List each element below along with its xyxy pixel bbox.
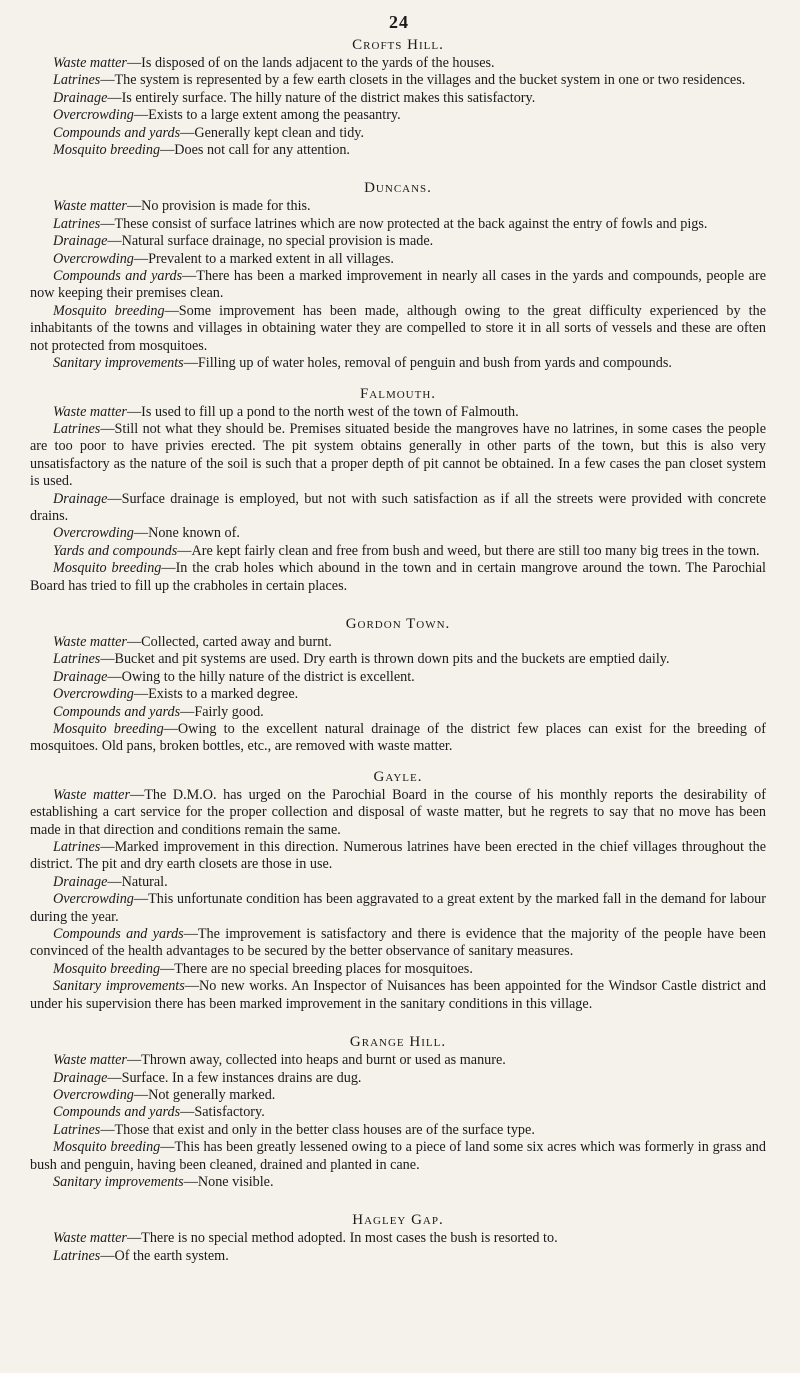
section-spacer (30, 756, 766, 768)
entry-label: Mosquito breeding (53, 721, 164, 737)
entry-paragraph (30, 704, 766, 721)
section-heading: Hagley Gap. (352, 1212, 444, 1229)
section-heading: Gayle. (373, 768, 423, 785)
entry-text: —Generally kept clean and tidy. (180, 124, 365, 141)
entry-label: Waste matter (53, 1230, 127, 1247)
entry-label: Yards and compounds (53, 542, 178, 559)
entry-text: —Those that exist and only in the better class houses are of the surface type. (100, 1121, 535, 1138)
section (30, 615, 766, 756)
entry-text: —None known of. (133, 525, 240, 542)
section (30, 768, 766, 1013)
entry-paragraph (30, 216, 766, 233)
entry-text: —Filling up of water holes, removal of penguin and bush from yards and compounds. (183, 355, 672, 372)
entry-paragraph (30, 72, 766, 89)
entry-paragraph (30, 404, 766, 421)
entry-paragraph (30, 926, 766, 961)
entry-label: Latrines (53, 420, 101, 437)
entry-text: —These consist of surface latrines which are now protected at the back against the entry of fowls and pigs. (100, 215, 708, 232)
entry-paragraph (30, 1174, 766, 1191)
entry-label: Sanitary improvements (53, 978, 185, 995)
section-spacer (30, 159, 766, 179)
entry-paragraph (30, 251, 766, 268)
entry-label: Drainage (53, 668, 108, 685)
entry-label: Waste matter (53, 403, 127, 420)
entry-label: Overcrowding (53, 891, 134, 908)
entry-text: —None visible. (183, 1173, 274, 1190)
entry-paragraph (30, 125, 766, 142)
entry-text: —The system is represented by a few earth closets in the villages and the bucket system in one or two residences. (100, 72, 746, 89)
entry-text: —Exists to a marked degree. (133, 686, 299, 703)
entry-paragraph (30, 303, 766, 355)
entry-text: —Exists to a large extent among the peasantry. (133, 107, 401, 124)
section-heading: Duncans. (364, 180, 432, 197)
entry-paragraph (30, 874, 766, 891)
section-heading: Gordon Town. (345, 615, 451, 632)
section-spacer (30, 373, 766, 385)
entry-paragraph (30, 1052, 766, 1069)
entry-label: Mosquito breeding (53, 142, 161, 159)
entry-paragraph (30, 721, 766, 756)
entry-text: —Are kept fairly clean and free from bush and weed, but there are still too many big trees in the town. (177, 542, 760, 559)
entry-label: Compounds and yards (53, 1104, 181, 1121)
entry-label: Mosquito breeding (53, 1139, 161, 1156)
entry-label: Overcrowding (53, 250, 134, 267)
entry-paragraph (30, 268, 766, 303)
entry-label: Latrines (53, 1247, 101, 1264)
entry-text: —Not generally marked. (133, 1086, 276, 1103)
entry-paragraph (30, 1122, 766, 1139)
section-heading: Crofts Hill. (352, 37, 444, 53)
entry-paragraph (30, 634, 766, 651)
entry-text: —Fairly good. (180, 703, 264, 720)
entry-paragraph (30, 1104, 766, 1121)
section-heading: Falmouth. (359, 385, 437, 402)
entry-text: —Is entirely surface. The hilly nature of the district makes this satisfactory. (107, 89, 536, 106)
entry-text: —Surface drainage is employed, but not with such satisfaction as if all the streets were provided with concrete drains. (30, 490, 766, 524)
entry-text: —The D.M.O. has urged on the Parochial Board in the course of his monthly reports the desirability of establishing a cart service for the proper collection and disposal of waste matter, but he regrets to say that no move has been made in that direction and conditions remain the same. (30, 786, 766, 838)
entry-paragraph (30, 978, 766, 1013)
entry-text: —No new works. An Inspector of Nuisances has been appointed for the Windsor Castle district and under his supervision there has been marked improvement in the sanitary conditions in this village. (30, 978, 767, 1012)
section-spacer (30, 1013, 766, 1033)
entry-text: —Natural surface drainage, no special provision is made. (107, 233, 434, 250)
entry-label: Sanitary improvements (53, 1173, 184, 1190)
entry-paragraph (30, 1070, 766, 1087)
entry-text: —Prevalent to a marked extent in all villages. (133, 250, 394, 267)
entry-label: Overcrowding (53, 107, 134, 124)
entry-label: Overcrowding (53, 686, 134, 703)
entry-text: —Some improvement has been made, although owing to the great difficulty experienced by the inhabitants of the towns and villages in obtaining water they are compelled to store it in all sorts of vessels and these are often not protected from mosquitoes. (30, 302, 766, 354)
entry-text: —In the crab holes which abound in the town and in certain mangrove around the town. The Parochial Board has tried to fill up the crabholes in certain places. (30, 560, 766, 594)
document-body (30, 36, 766, 1265)
entry-text: —Bucket and pit systems are used. Dry earth is thrown down pits and the buckets are emptied daily. (100, 651, 670, 668)
entry-label: Latrines (53, 839, 101, 856)
entry-label: Compounds and yards (53, 926, 184, 943)
entry-text: —There is no special method adopted. In most cases the bush is resorted to. (126, 1230, 558, 1247)
entry-paragraph (30, 669, 766, 686)
entry-paragraph (30, 787, 766, 839)
entry-text: —Is disposed of on the lands adjacent to the yards of the houses. (126, 55, 495, 71)
entry-text: —Natural. (107, 873, 168, 890)
entry-label: Latrines (53, 651, 101, 668)
entry-label: Drainage (53, 89, 108, 106)
section-spacer (30, 1191, 766, 1211)
section-spacer (30, 595, 766, 615)
entry-label: Sanitary improvements (53, 355, 184, 372)
entry-label: Latrines (53, 1121, 101, 1138)
entry-text: —Owing to the excellent natural drainage of the district few places can exist for the breeding of mosquitoes. Old pans, broken bottles, etc., are removed with waste matter. (30, 721, 766, 755)
entry-paragraph (30, 543, 766, 560)
entry-paragraph (30, 90, 766, 107)
entry-paragraph (30, 1139, 766, 1174)
entry-text: —Owing to the hilly nature of the district is excellent. (107, 668, 415, 685)
entry-text: —This has been greatly lessened owing to a piece of land some six acres which was formerly in grass and bush and penguin, having been cleaned, drained and planted in cane. (30, 1139, 766, 1173)
entry-label: Overcrowding (53, 525, 134, 542)
entry-text: —Still not what they should be. Premises situated beside the mangroves have no latrines, in some cases the people are too poor to have privies erected. The pit system obtains generally in other parts of the town, but this is also very unsatisfactory as the nature of the soil is such that a proper depth of pit cannot be obtained. In a few cases the pan closet system is used. (30, 420, 766, 490)
section (30, 36, 766, 159)
entry-paragraph (30, 961, 766, 978)
entry-paragraph (30, 1087, 766, 1104)
section (30, 1033, 766, 1191)
entry-label: Drainage (53, 1069, 108, 1086)
entry-paragraph (30, 1248, 766, 1265)
section (30, 385, 766, 595)
entry-label: Compounds and yards (53, 124, 181, 141)
section (30, 179, 766, 372)
entry-label: Latrines (53, 215, 101, 232)
entry-label: Drainage (53, 490, 108, 507)
entry-label: Compounds and yards (53, 268, 183, 285)
entry-text: —No provision is made for this. (126, 198, 311, 215)
entry-label: Compounds and yards (53, 703, 181, 720)
entry-text: —There has been a marked improvement in nearly all cases in the yards and compounds, people are now keeping their premises clean. (30, 268, 767, 302)
entry-text: —The improvement is satisfactory and there is evidence that the majority of the people have been convinced of the health advantages to be secured by the better observance of sanitary measures. (30, 926, 766, 960)
entry-paragraph (30, 355, 766, 372)
entry-text: —There are no special breeding places for mosquitoes. (160, 960, 473, 977)
entry-text: —Of the earth system. (100, 1247, 229, 1264)
entry-text: —Thrown away, collected into heaps and burnt or used as manure. (126, 1052, 506, 1069)
entry-paragraph (30, 198, 766, 215)
entry-label: Waste matter (53, 198, 127, 215)
entry-label: Latrines (53, 72, 101, 89)
entry-paragraph (30, 839, 766, 874)
entry-paragraph (30, 421, 766, 491)
entry-text: —Marked improvement in this direction. Numerous latrines have been erected in the chief villages throughout the district. The pit and dry earth closets are those in use. (30, 839, 766, 873)
entry-text: —Collected, carted away and burnt. (126, 633, 332, 650)
entry-label: Waste matter (53, 633, 127, 650)
entry-label: Waste matter (53, 1052, 127, 1069)
entry-paragraph (30, 686, 766, 703)
entry-label: Mosquito breeding (53, 960, 161, 977)
entry-paragraph (30, 55, 766, 72)
entry-paragraph (30, 233, 766, 250)
entry-paragraph (30, 560, 766, 595)
section-heading: Grange Hill. (349, 1034, 447, 1051)
entry-paragraph (30, 1230, 766, 1247)
entry-text: —Is used to fill up a pond to the north west of the town of Falmouth. (126, 403, 519, 420)
entry-paragraph (30, 107, 766, 124)
entry-text: —Does not call for any attention. (160, 142, 350, 159)
entry-label: Waste matter (53, 786, 130, 803)
entry-text: —Satisfactory. (180, 1104, 265, 1121)
entry-text: —This unfortunate condition has been aggravated to a great extent by the marked fall in the demand for labour during the year. (30, 891, 766, 925)
entry-paragraph (30, 651, 766, 668)
entry-paragraph (30, 142, 766, 159)
page-number: 24 (389, 12, 409, 32)
entry-label: Drainage (53, 233, 108, 250)
entry-paragraph (30, 491, 766, 526)
section (30, 1211, 766, 1265)
entry-label: Overcrowding (53, 1086, 134, 1103)
entry-label: Waste matter (53, 55, 127, 71)
entry-text: —Surface. In a few instances drains are dug. (107, 1069, 362, 1086)
entry-label: Mosquito breeding (53, 302, 165, 319)
entry-label: Mosquito breeding (53, 560, 162, 577)
entry-paragraph (30, 891, 766, 926)
entry-label: Drainage (53, 873, 108, 890)
entry-paragraph (30, 525, 766, 542)
